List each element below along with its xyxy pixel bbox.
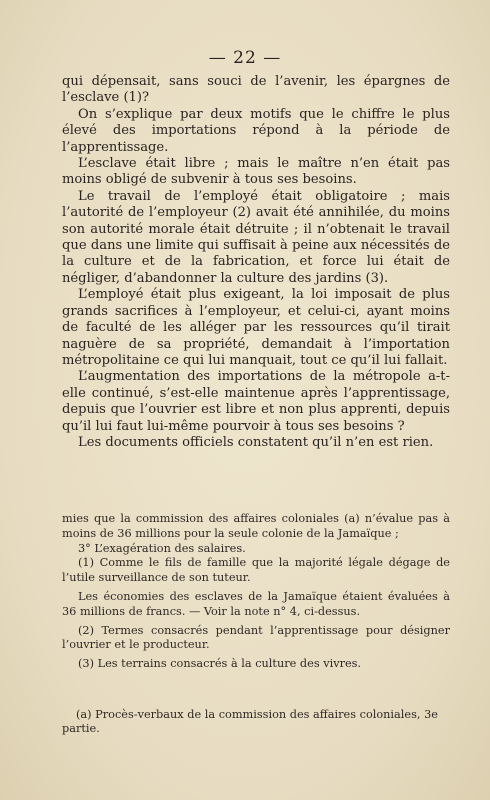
footnote-3: (3) Les terrains consacrés à la culture des vivres.: [78, 657, 362, 671]
source-note: (a) Procès-verbaux de la commission des affaires coloniales, 3e partie.: [62, 708, 438, 735]
paragraph-3: L’esclave était libre ; mais le maître n’en était pas moins obligé de subvenir à tous ses besoins.: [62, 156, 450, 188]
footnote-continuation: mies que la commission des affaires coloniales (a) n’évalue pas à moins de 36 millions pour la seule colonie de la Jamaïque ;: [62, 512, 450, 540]
footnotes: [62, 512, 450, 672]
paragraph-2: On s’explique par deux motifs que le chiffre le plus élevé des importations répond à la période de l’apprentissage.: [62, 106, 450, 155]
main-text: [62, 74, 450, 451]
paragraph-4: Le travail de l’employé était obligatoire ; mais l’autorité de l’employeur (2) avait été annihilée, du moins son autorité morale était détruite ; il n’obtenait le travail que dans une limite qui suffisait à peine aux nécessités de la culture et de la fabrication, et force lui était de négliger, d’abandonner la culture des jardins (3).: [62, 188, 450, 286]
paragraph-7: Les documents officiels constatent qu’il n’en est rien.: [78, 434, 434, 450]
paragraph-1: qui dépensait, sans souci de l’avenir, les épargnes de l’esclave (1)?: [62, 74, 450, 106]
page-number: — 22 —: [208, 48, 282, 68]
footnote-1-continued: Les économies des esclaves de la Jamaïque étaient évaluées à 36 millions de francs. — Voir la note n° 4, ci-dessus.: [62, 589, 450, 618]
footnote-item-3: 3° L’exagération des salaires.: [78, 541, 246, 555]
paragraph-6: L’augmentation des importations de la métropole a-t-elle continué, s’est-elle maintenue après l’apprentissage, depuis que l’ouvrier est libre et non plus apprenti, depuis qu’il lui faut lui-même pourvoir à tous ses besoins ?: [62, 369, 450, 434]
footnote-2: (2) Termes consacrés pendant l’apprentissage pour désigner l’ouvrier et le producteur.: [62, 623, 450, 652]
footnote-1: (1) Comme le fils de famille que la majorité légale dégage de l’utile surveillance de son tuteur.: [62, 556, 450, 585]
paragraph-5: L’employé était plus exigeant, la loi imposait de plus grands sacrifices à l’employeur, et celui-ci, ayant moins de faculté de les alléger par les ressources qu’il tirait naguère de sa propriété, demandait à l’importation métropolitaine ce qui lui manquait, tout ce qu’il lui fallait.: [62, 287, 450, 368]
